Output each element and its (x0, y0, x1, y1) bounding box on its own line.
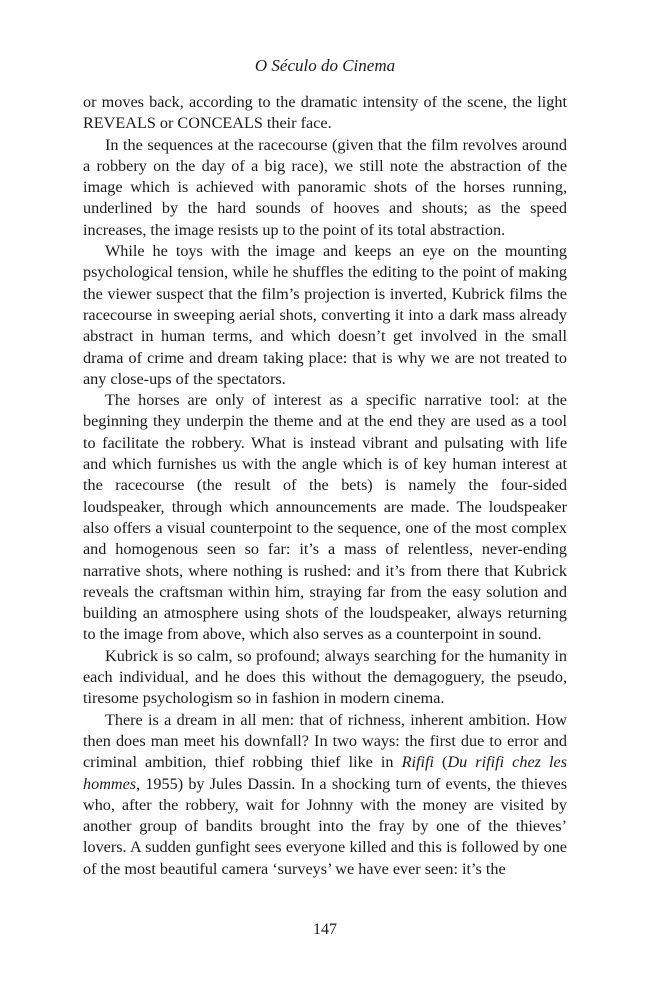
paragraph-6-paren-open: ( (433, 753, 448, 772)
paragraph-6 (83, 710, 567, 880)
paragraph-6-text-before: There is a dream in all men: that of richness, inherent ambition. How then does man meet his downfall? In two ways: the first due to error and criminal ambition, thief robbing thief like in (83, 710, 567, 772)
paragraph-4: The horses are only of interest as a specific narrative tool: at the beginning they underpin the theme and at the end they are used as a tool to facilitate the robbery. What is instead vibrant and pulsating with life and which furnishes us with the angle which is of key human interest at the racecourse (the result of the bets) is namely the four-sided loudspeaker, through which announcements are made. The loudspeaker also offers a visual counterpoint to the sequence, one of the most complex and homogenous seen so far: it’s a mass of relentless, never-ending narrative shots, where nothing is rushed: and it’s from there that Kubrick reveals the craftsman within him, straying far from the easy solution and building an atmosphere using shots of the loudspeaker, always returning to the image from above, which also serves as a counterpoint in sound. (83, 391, 567, 644)
paragraph-5: Kubrick is so calm, so profound; always searching for the humanity in each individual, and he does this without the demagoguery, the pseudo, tiresome psychologism so in fashion in modern cinema. (83, 646, 567, 708)
body-text (83, 92, 567, 880)
paragraph-6-text-after: , 1955) by Jules Dassin. In a shocking turn of events, the thieves who, after the robbery, wait for Johnny with the money are visited by another group of bandits brought into the fray by one of the thieves’ lovers. A sudden gunfight sees everyone killed and this is followed by one of the most beautiful camera ‘surveys’ we have ever seen: it’s the (83, 774, 567, 878)
film-alt-title: Du rififi chez les hommes (83, 753, 567, 793)
running-header-title: O Século do Cinema (254, 56, 396, 75)
page-number: 147 (313, 921, 337, 938)
paragraph-3: While he toys with the image and keeps an eye on the mounting psychological tension, while he shuffles the editing to the point of making the viewer suspect that the film’s projection is inverted, Kubrick films the racecourse in sweeping aerial shots, converting it into a dark mass already abstract in human terms, and which doesn’t get involved in the small drama of crime and dream taking place: that is why we are not treated to any close-ups of the spectators. (83, 242, 567, 388)
film-title-rififi: Rififi (401, 753, 434, 772)
paragraph-1: or moves back, according to the dramatic intensity of the scene, the light REVEALS or CONCEALS their face. (83, 93, 567, 133)
paragraph-2: In the sequences at the racecourse (given that the film revolves around a robbery on the day of a big race), we still note the abstraction of the image which is achieved with panoramic shots of the horses running, underlined by the hard sounds of hooves and shouts; as the speed increases, the image resists up to the point of its total abstraction. (83, 135, 567, 239)
